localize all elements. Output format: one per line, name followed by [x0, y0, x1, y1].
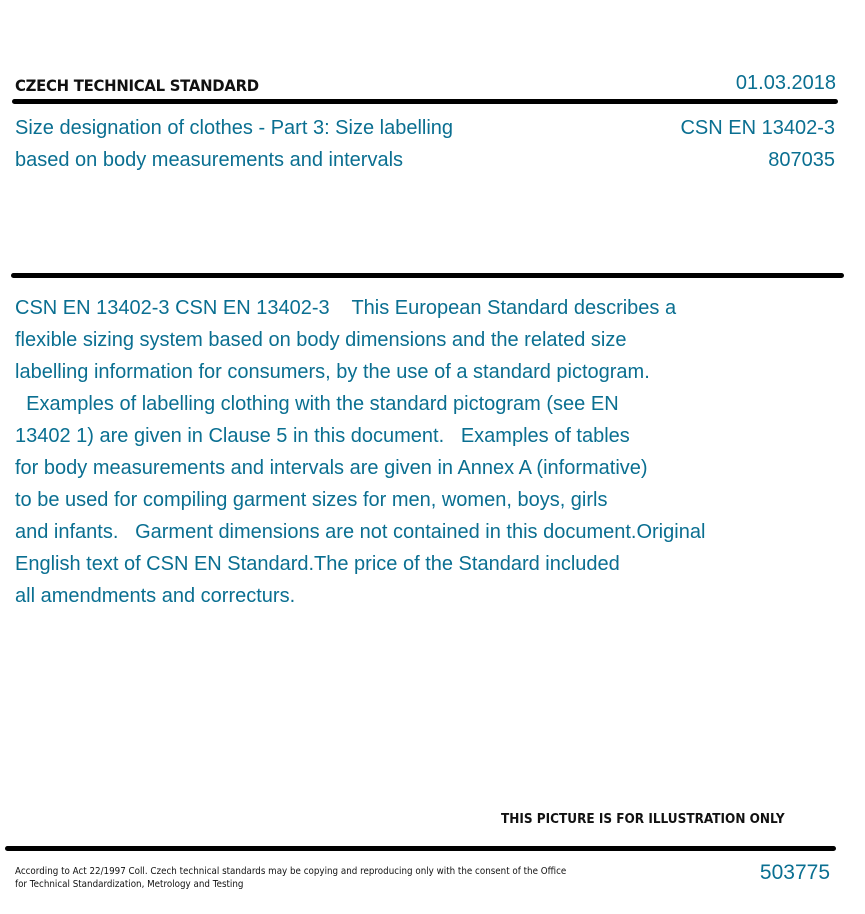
abstract-line: labelling information for consumers, by the use of a standard pictogram. [15, 361, 650, 383]
abstract-line: 13402 1) are given in Clause 5 in this document. Examples of tables [15, 425, 630, 447]
abstract-line: Examples of labelling clothing with the standard pictogram (see EN [15, 393, 619, 415]
standard-code: CSN EN 13402-3 [680, 117, 835, 139]
abstract-line: to be used for compiling garment sizes for men, women, boys, girls [15, 489, 608, 511]
publication-date: 01.03.2018 [735, 72, 836, 94]
footer-divider [5, 846, 836, 851]
abstract-line: English text of CSN EN Standard.The price of the Standard included [15, 553, 620, 575]
abstract-line: and infants. Garment dimensions are not contained in this document.Original [15, 521, 706, 543]
title-divider [11, 273, 844, 278]
catalog-number: 807035 [768, 149, 835, 171]
illustration-disclaimer: THIS PICTURE IS FOR ILLUSTRATION ONLY [501, 812, 785, 827]
abstract-text [15, 292, 835, 612]
abstract-line: all amendments and correcturs. [15, 585, 296, 607]
document-title-line-1: Size designation of clothes - Part 3: Size labelling [15, 117, 454, 139]
legal-notice-line-1: According to Act 22/1997 Coll. Czech technical standards may be copying and reproducing only with the consent of the Office [15, 866, 567, 877]
header-divider [12, 99, 838, 104]
abstract-line: for body measurements and intervals are given in Annex A (informative) [15, 457, 648, 479]
abstract-line: CSN EN 13402-3 CSN EN 13402-3 This European Standard describes a [15, 297, 677, 319]
standard-type-label: CZECH TECHNICAL STANDARD [15, 76, 259, 95]
abstract-line: flexible sizing system based on body dimensions and the related size [15, 329, 627, 351]
legal-notice-line-2: for Technical Standardization, Metrology and Testing [15, 879, 244, 890]
document-number: 503775 [759, 861, 830, 884]
document-title-line-2: based on body measurements and intervals [15, 149, 404, 171]
legal-notice [15, 865, 566, 891]
